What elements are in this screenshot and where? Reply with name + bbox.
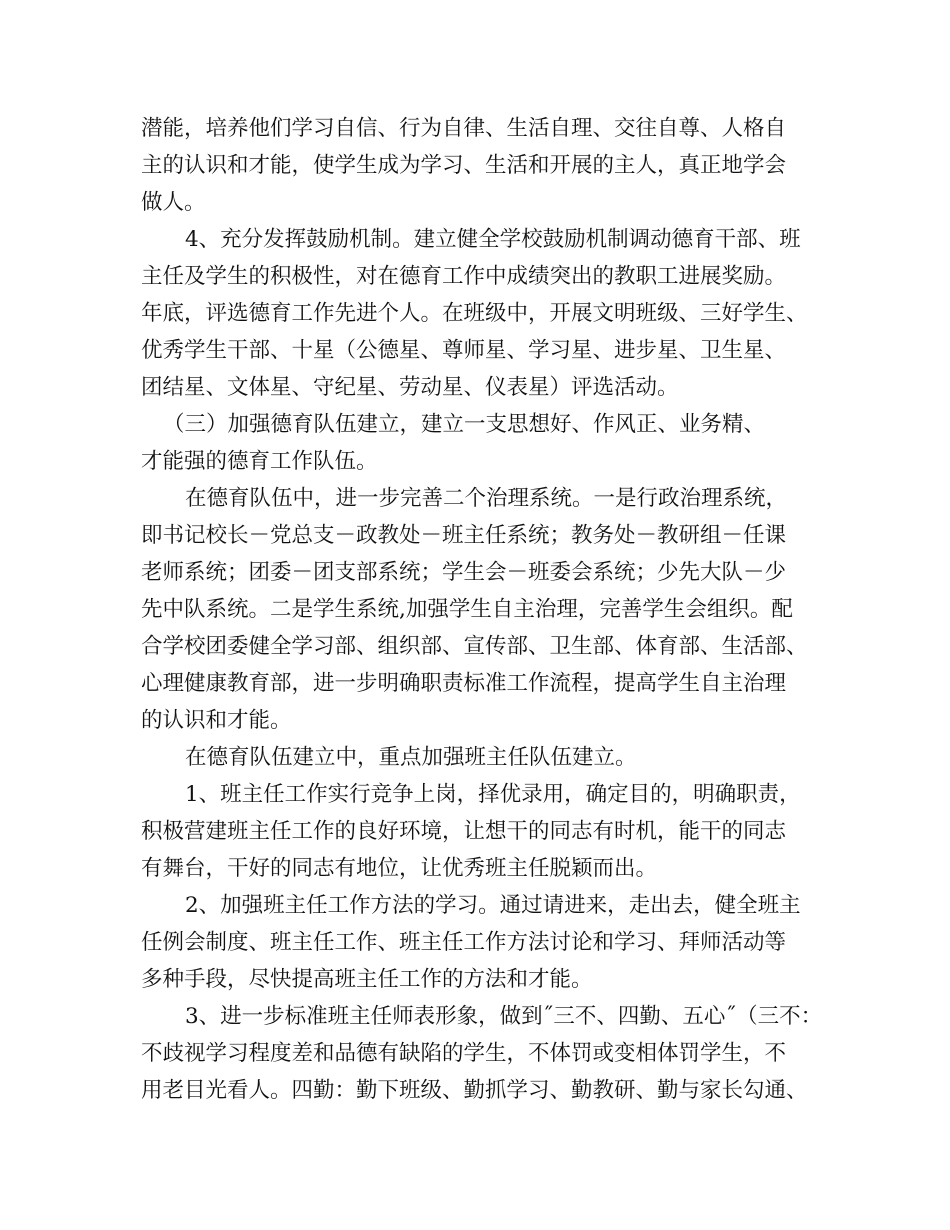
paragraph-line: 1、班主任工作实行竞争上岗，择优录用，确定目的，明确职责， (185, 782, 801, 807)
paragraph-line: 不歧视学习程度差和品德有缺陷的学生，不体罚或变相体罚学生，不 (141, 1041, 787, 1066)
paragraph-line: 积极营建班主任工作的良好环境，让想干的同志有时机，能干的同志 (141, 819, 787, 844)
paragraph-line: 有舞台，干好的同志有地位，让优秀班主任脱颖而出。 (141, 856, 658, 881)
section-heading: 才能强的德育工作队伍。 (141, 449, 378, 474)
paragraph-line: 老师系统；团委－团支部系统；学生会－班委会系统；少先大队－少 (141, 560, 787, 585)
paragraph-line: 团结星、文体星、守纪星、劳动星、仪表星）评选活动。 (141, 375, 679, 400)
paragraph-line: 合学校团委健全学习部、组织部、宣传部、卫生部、体育部、生活部、 (141, 634, 808, 659)
paragraph-line: 心理健康教育部，进一步明确职责标准工作流程，提高学生自主治理 (141, 671, 787, 696)
section-heading: （三）加强德育队伍建立，建立一支思想好、作风正、业务精、 (163, 412, 766, 437)
paragraph-line: 3、进一步标准班主任师表形象，做到˝三不、四勤、五心˝（三不： (185, 1004, 823, 1029)
paragraph-line: 年底，评选德育工作先进个人。在班级中，开展文明班级、三好学生、 (141, 301, 808, 326)
paragraph-line: 潜能，培养他们学习自信、行为自律、生活自理、交往自尊、人格自 (141, 116, 787, 141)
paragraph-line: 做人。 (141, 190, 206, 215)
paragraph-line: 先中队系统。二是学生系统,加强学生自主治理，完善学生会组织。配 (141, 597, 793, 622)
paragraph-line: 的认识和才能。 (141, 708, 292, 733)
paragraph-line: 主的认识和才能，使学生成为学习、生活和开展的主人，真正地学会 (141, 153, 787, 178)
paragraph-line: 任例会制度、班主任工作、班主任工作方法讨论和学习、拜师活动等 (141, 930, 787, 955)
paragraph-line: 即书记校长－党总支－政教处－班主任系统；教务处－教研组－任课 (141, 523, 787, 548)
paragraph-line: 主任及学生的积极性，对在德育工作中成绩突出的教职工进展奖励。 (141, 264, 787, 289)
paragraph-line: 优秀学生干部、十星（公德星、尊师星、学习星、进步星、卫生星、 (141, 338, 787, 363)
paragraph-line: 在德育队伍中，进一步完善二个治理系统。一是行政治理系统， (185, 486, 788, 511)
paragraph-line: 4、充分发挥鼓励机制。建立健全学校鼓励机制调动德育干部、班 (185, 227, 801, 252)
paragraph-line: 在德育队伍建立中，重点加强班主任队伍建立。 (185, 745, 637, 770)
paragraph-line: 2、加强班主任工作方法的学习。通过请进来，走出去，健全班主 (185, 893, 801, 918)
paragraph-line: 用老目光看人。四勤：勤下班级、勤抓学习、勤教研、勤与家长勾通、 (141, 1078, 808, 1103)
paragraph-line: 多种手段，尽快提高班主任工作的方法和才能。 (141, 967, 593, 992)
